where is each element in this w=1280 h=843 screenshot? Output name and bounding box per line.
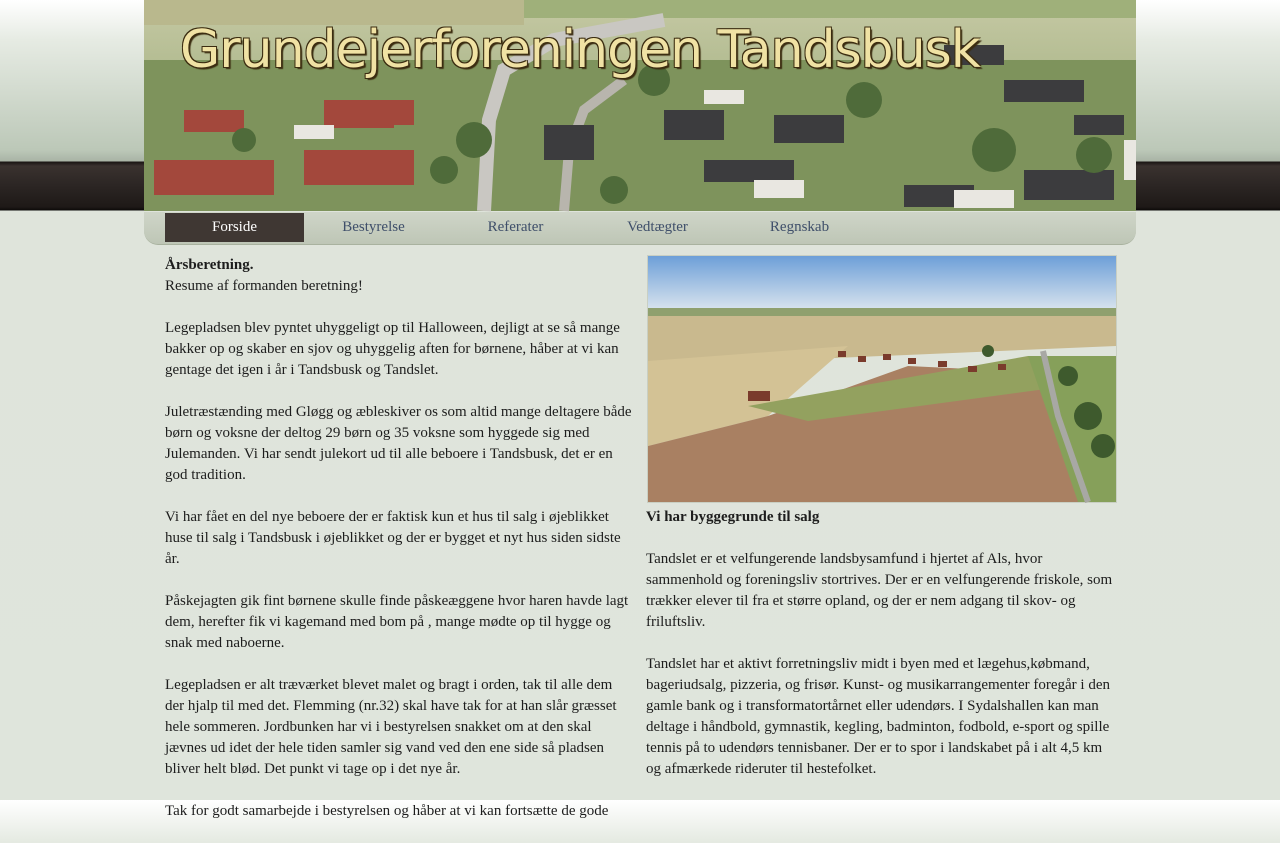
plots-paragraph: Tandslet har et aktivt forretningsliv midt i byen med et lægehus,købmand, bageriudsalg, pizzeria, og frisør. Kunst- og musikarrangementer foregår i den gamle bank og i transformatortårnet eller udendørs. I Sydalshallen kan man deltage i håndbold, gymnastik, kegling, badminton, fodbold, e-sport og spille tennis på to udendørs tennisbaner. Der er to spor i landskabet på i alt 4,5 km og afmærkede rideruter til hestefolket. — [646, 656, 1111, 777]
nav-item-forside[interactable]: Forside — [165, 213, 304, 242]
site-title: Grundejerforeningen Tandsbusk — [180, 20, 980, 80]
report-paragraph: Påskejagten gik fint børnene skulle finde påskeæggene hvor haren havde lagt dem, herefter fik vi kagemand med bom på , mange mødte op til hygge og snak med naboerne. — [165, 593, 629, 651]
plots-paragraph: Tandslet er et velfungerende landsbysamfund i hjertet af Als, hvor sammenhold og foreningsliv stortrives. Der er en velfungerende friskole, som trækker elever til fra et større opland, og der er nem adgang til skov- og friluftsliv. — [646, 551, 1113, 630]
report-paragraph: Tak for godt samarbejde i bestyrelsen og håber at vi kan fortsætte de gode — [165, 803, 609, 819]
header-banner — [144, 0, 1136, 211]
nav-item-vedtaegter[interactable]: Vedtægter — [627, 219, 688, 235]
nav-item-bestyrelse[interactable]: Bestyrelse — [342, 219, 405, 235]
report-paragraph: Legepladsen blev pyntet uhyggeligt op til Halloween, dejligt at se så mange bakker op og skaber en sjov og uhyggelig aften for børnene, håber at vi kan gentage det igen i år i Tandsbusk og Tandslet. — [165, 320, 620, 378]
aerial-field-photo — [647, 255, 1117, 503]
report-subheading: Resume af formanden beretning! — [165, 278, 363, 294]
report-paragraph: Juletræstænding med Gløgg og æbleskiver os som altid mange deltagere både børn og voksne der deltog 29 børn og 35 voksne som hyggede sig med Julemanden. Vi har sendt julekort ud til alle beboere i Tandsbusk, det er en god tradition. — [165, 404, 632, 483]
plots-for-sale-column — [646, 255, 1116, 801]
nav-item-regnskab[interactable]: Regnskab — [769, 219, 830, 235]
report-paragraph: Vi har fået en del nye beboere der er faktisk kun et hus til salg i øjeblikket huse til salg i Tandsbusk i øjeblikket og der er bygget et nyt hus siden sidste år. — [165, 509, 621, 567]
page-container — [144, 0, 1136, 819]
report-paragraph: Legepladsen er alt træværket blevet malet og bragt i orden, tak til alle dem der hjalp til med det. Flemming (nr.32) skal have tak for at han slår græsset hele sommeren. Jordbunken har vi i bestyrelsen snakket om at den skal jævnes ud idet der hele tiden samler sig vand ved den ene side så pladsen bliver helt blød. Det punkt vi tage op i det nye år. — [165, 677, 617, 777]
nav-item-referater[interactable]: Referater — [487, 219, 544, 235]
report-heading: Årsberetning. — [165, 257, 254, 273]
plots-heading: Vi har byggegrunde til salg — [646, 509, 820, 525]
annual-report-column — [165, 255, 635, 843]
main-navigation — [144, 212, 1136, 245]
